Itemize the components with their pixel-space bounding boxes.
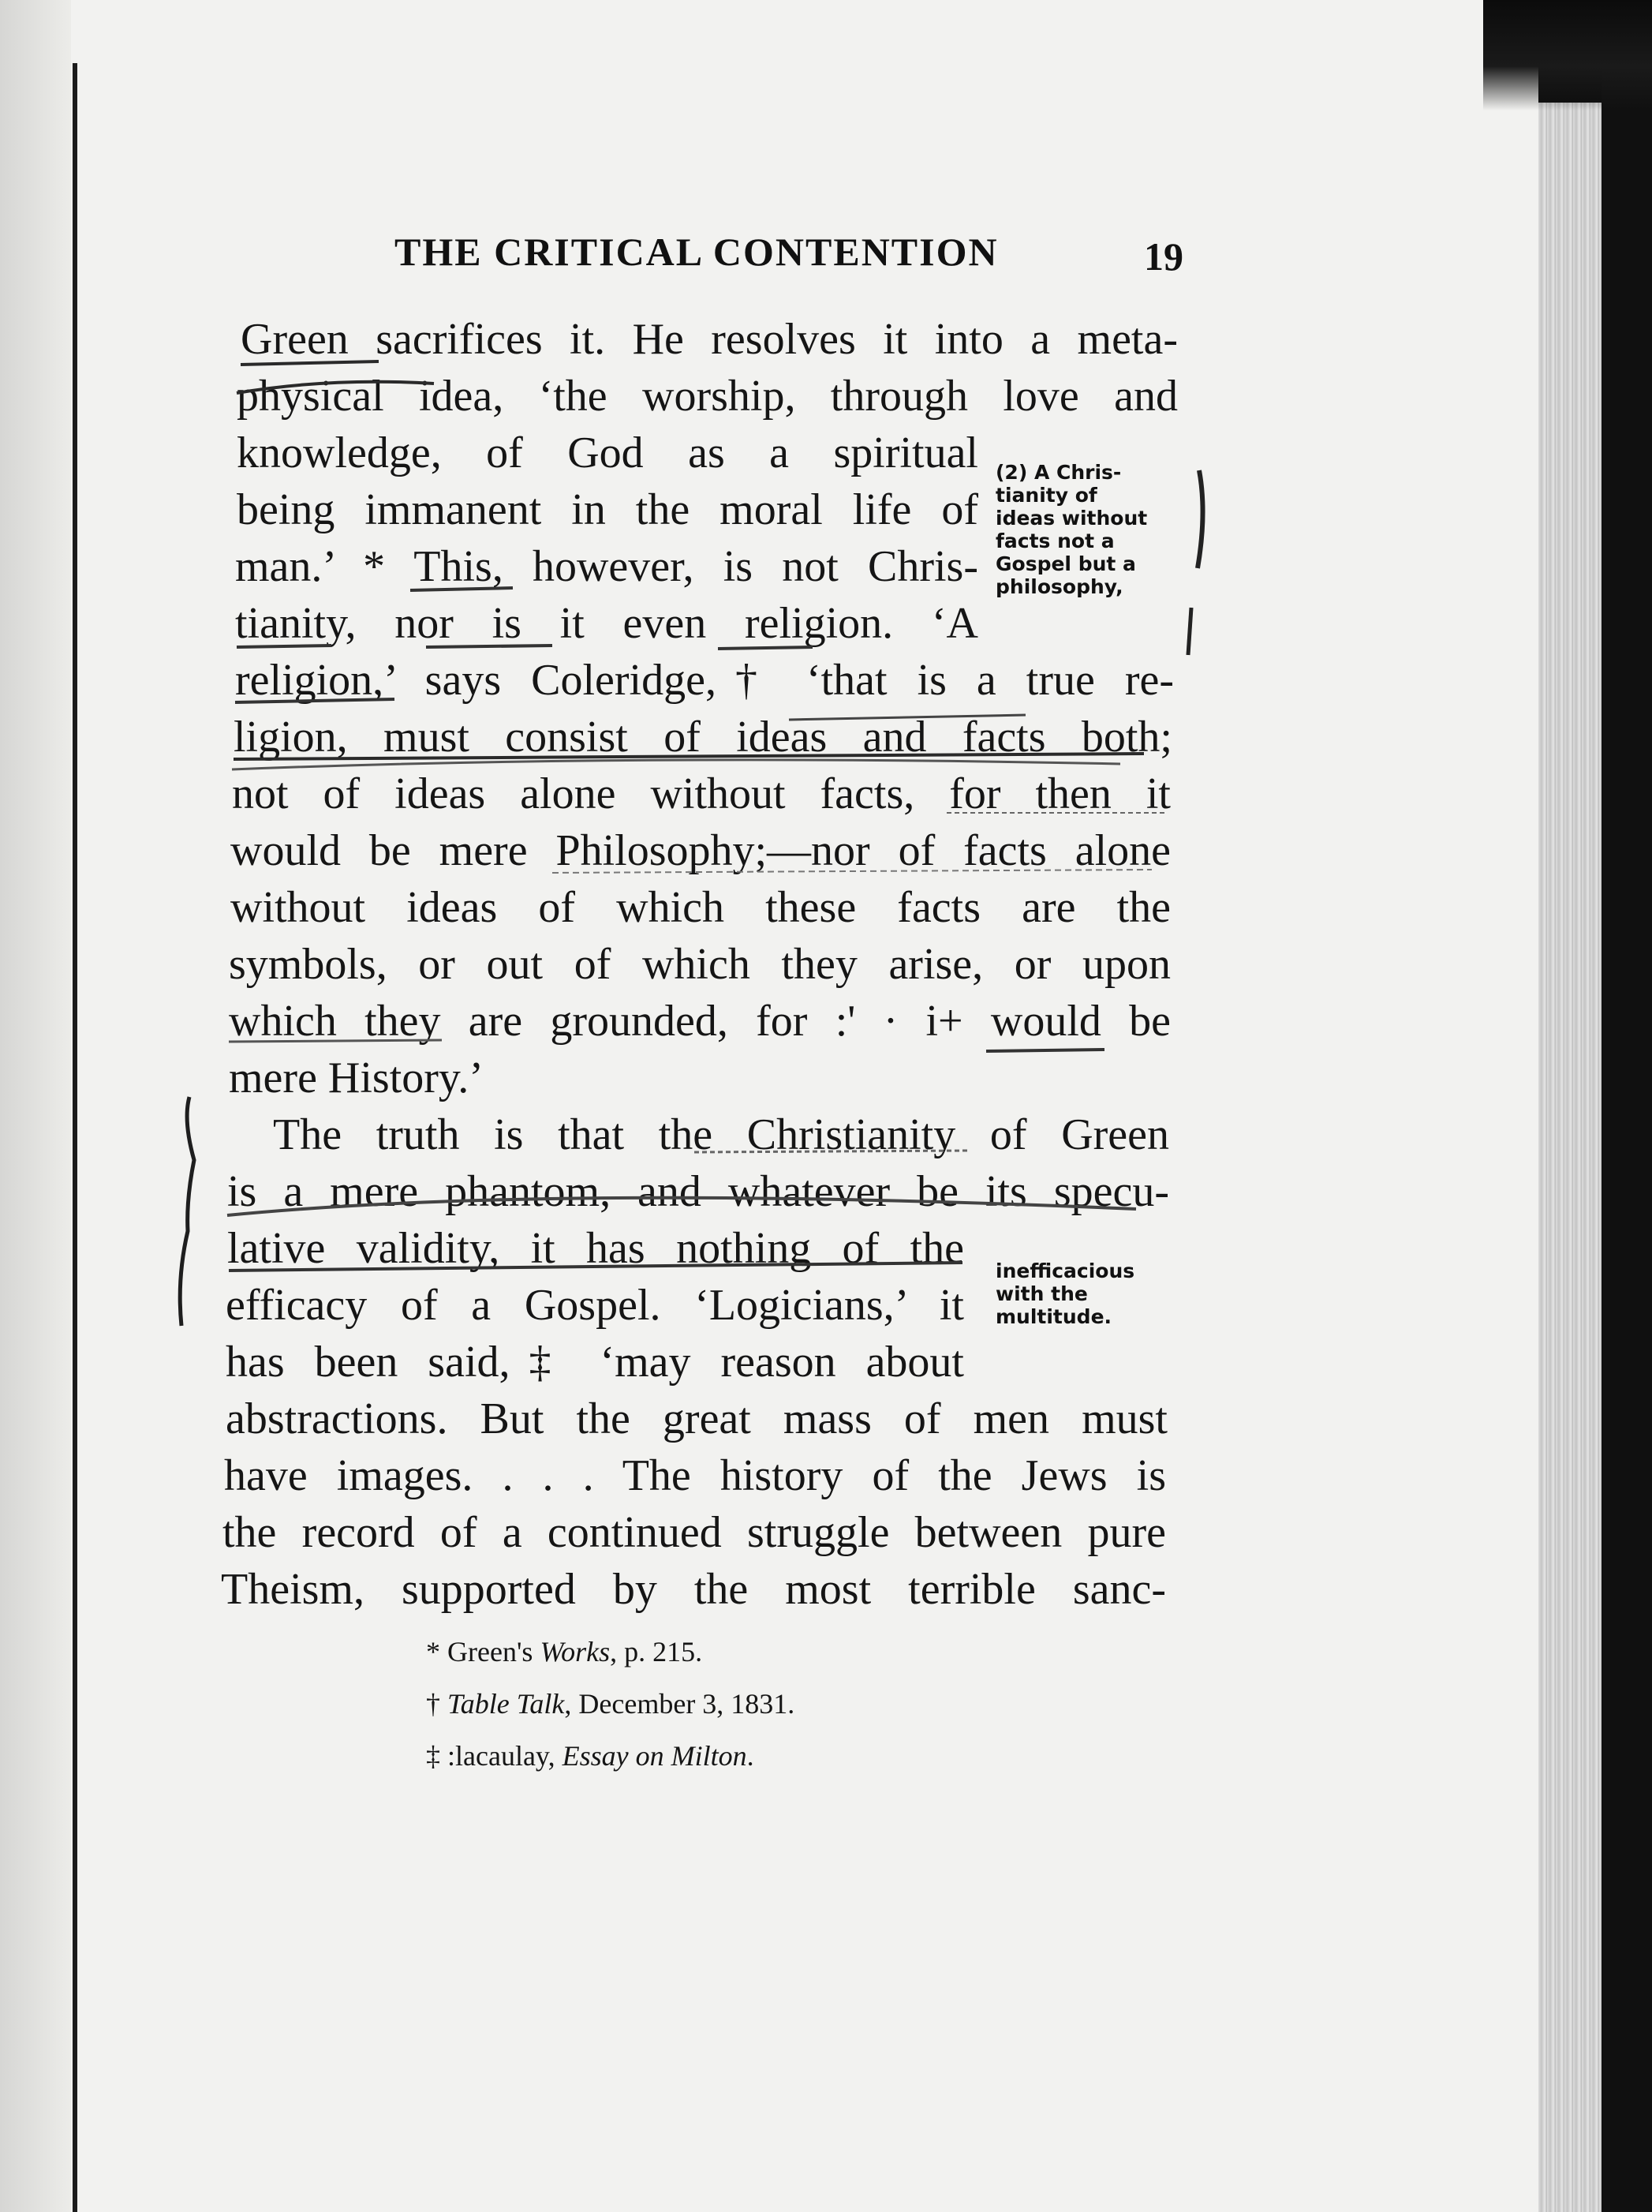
scan-border: [1602, 0, 1652, 2212]
footnote-text: :lacaulay,: [447, 1740, 563, 1772]
footnote-marker: †: [426, 1688, 440, 1720]
body-line: being immanent in the moral life of: [237, 485, 978, 534]
footnote-title: Essay on Milton: [562, 1740, 747, 1772]
body-line: religion,’ says Coleridge,† ‘that is a true re-: [235, 656, 1174, 705]
footnote-title: Table Talk: [447, 1688, 565, 1720]
margin-note: [996, 1259, 1134, 1328]
margin-note: [996, 461, 1147, 598]
underline-mark: [986, 1050, 1104, 1051]
body-line: would be mere Philosophy;—nor of facts alone: [230, 826, 1171, 875]
body-line: Theism, supported by the most terrible sanc-: [221, 1565, 1166, 1614]
body-line: which they are grounded, for :' · i+ would be: [229, 997, 1171, 1046]
body-line: lative validity, it has nothing of the: [227, 1224, 964, 1273]
running-title: THE CRITICAL CONTENTION: [394, 230, 999, 274]
footnote-text: Green's: [447, 1636, 540, 1667]
margin-note-line: facts not a: [996, 530, 1115, 552]
binding-shadow: [0, 0, 71, 2212]
body-line: The truth is that the Christianity of Green: [273, 1110, 1169, 1159]
body-line: ligion, must consist of ideas and facts both;: [234, 713, 1172, 762]
body-line: Green sacrifices it. He resolves it into a meta-: [241, 315, 1178, 364]
body-line: tianity, nor is it even religion. ‘A: [235, 599, 978, 648]
margin-note-line: (2) A Chris-: [996, 461, 1122, 484]
margin-note-line: Gospel but a: [996, 552, 1136, 575]
body-line: knowledge, of God as a spiritual: [237, 429, 978, 477]
footnote: [426, 1635, 702, 1668]
body-line: not of ideas alone without facts, for then it: [232, 769, 1171, 818]
footnote: [426, 1739, 754, 1772]
margin-note-line: philosophy,: [996, 575, 1123, 598]
margin-bracket-mark: [180, 1097, 194, 1326]
scan-shadow: [1483, 0, 1652, 110]
body-line: physical idea, ‘the worship, through love and: [237, 372, 1178, 421]
margin-note-line: ideas without: [996, 507, 1148, 530]
footnote-marker: *: [426, 1636, 440, 1667]
binding-edge: [73, 63, 77, 2212]
page-number: 19: [1144, 234, 1183, 279]
body-line: has been said,‡ ‘may reason about: [226, 1338, 964, 1387]
body-line: the record of a continued struggle between pure: [222, 1508, 1166, 1557]
side-bracket-mark: [1188, 608, 1191, 655]
footnote-marker: ‡: [426, 1740, 440, 1772]
footnote-rest: .: [746, 1740, 754, 1772]
footnote-rest: , December 3, 1831.: [564, 1688, 795, 1720]
body-line: is a mere phantom, and whatever be its specu-: [227, 1167, 1169, 1216]
footnote-rest: , p. 215.: [610, 1636, 703, 1667]
margin-note-line: inefficacious: [996, 1259, 1135, 1282]
body-line: without ideas of which these facts are the: [230, 883, 1171, 932]
margin-note-line: tianity of: [996, 484, 1097, 507]
side-bracket-mark: [1198, 470, 1203, 568]
body-line: abstractions. But the great mass of men must: [226, 1394, 1168, 1443]
footnote-title: Works: [540, 1636, 611, 1667]
body-line: man.’ * This, however, is not Chris-: [235, 542, 978, 591]
margin-note-line: multitude.: [996, 1305, 1112, 1328]
body-line: have images. . . . The history of the Jews is: [224, 1451, 1166, 1500]
footnote: [426, 1687, 794, 1720]
margin-note-line: with the: [996, 1282, 1088, 1305]
page-stack-edge: [1538, 103, 1602, 2212]
body-line: efficacy of a Gospel. ‘Logicians,’ it: [226, 1281, 964, 1330]
body-line: mere History.’: [229, 1054, 484, 1102]
body-line: symbols, or out of which they arise, or upon: [229, 940, 1171, 989]
